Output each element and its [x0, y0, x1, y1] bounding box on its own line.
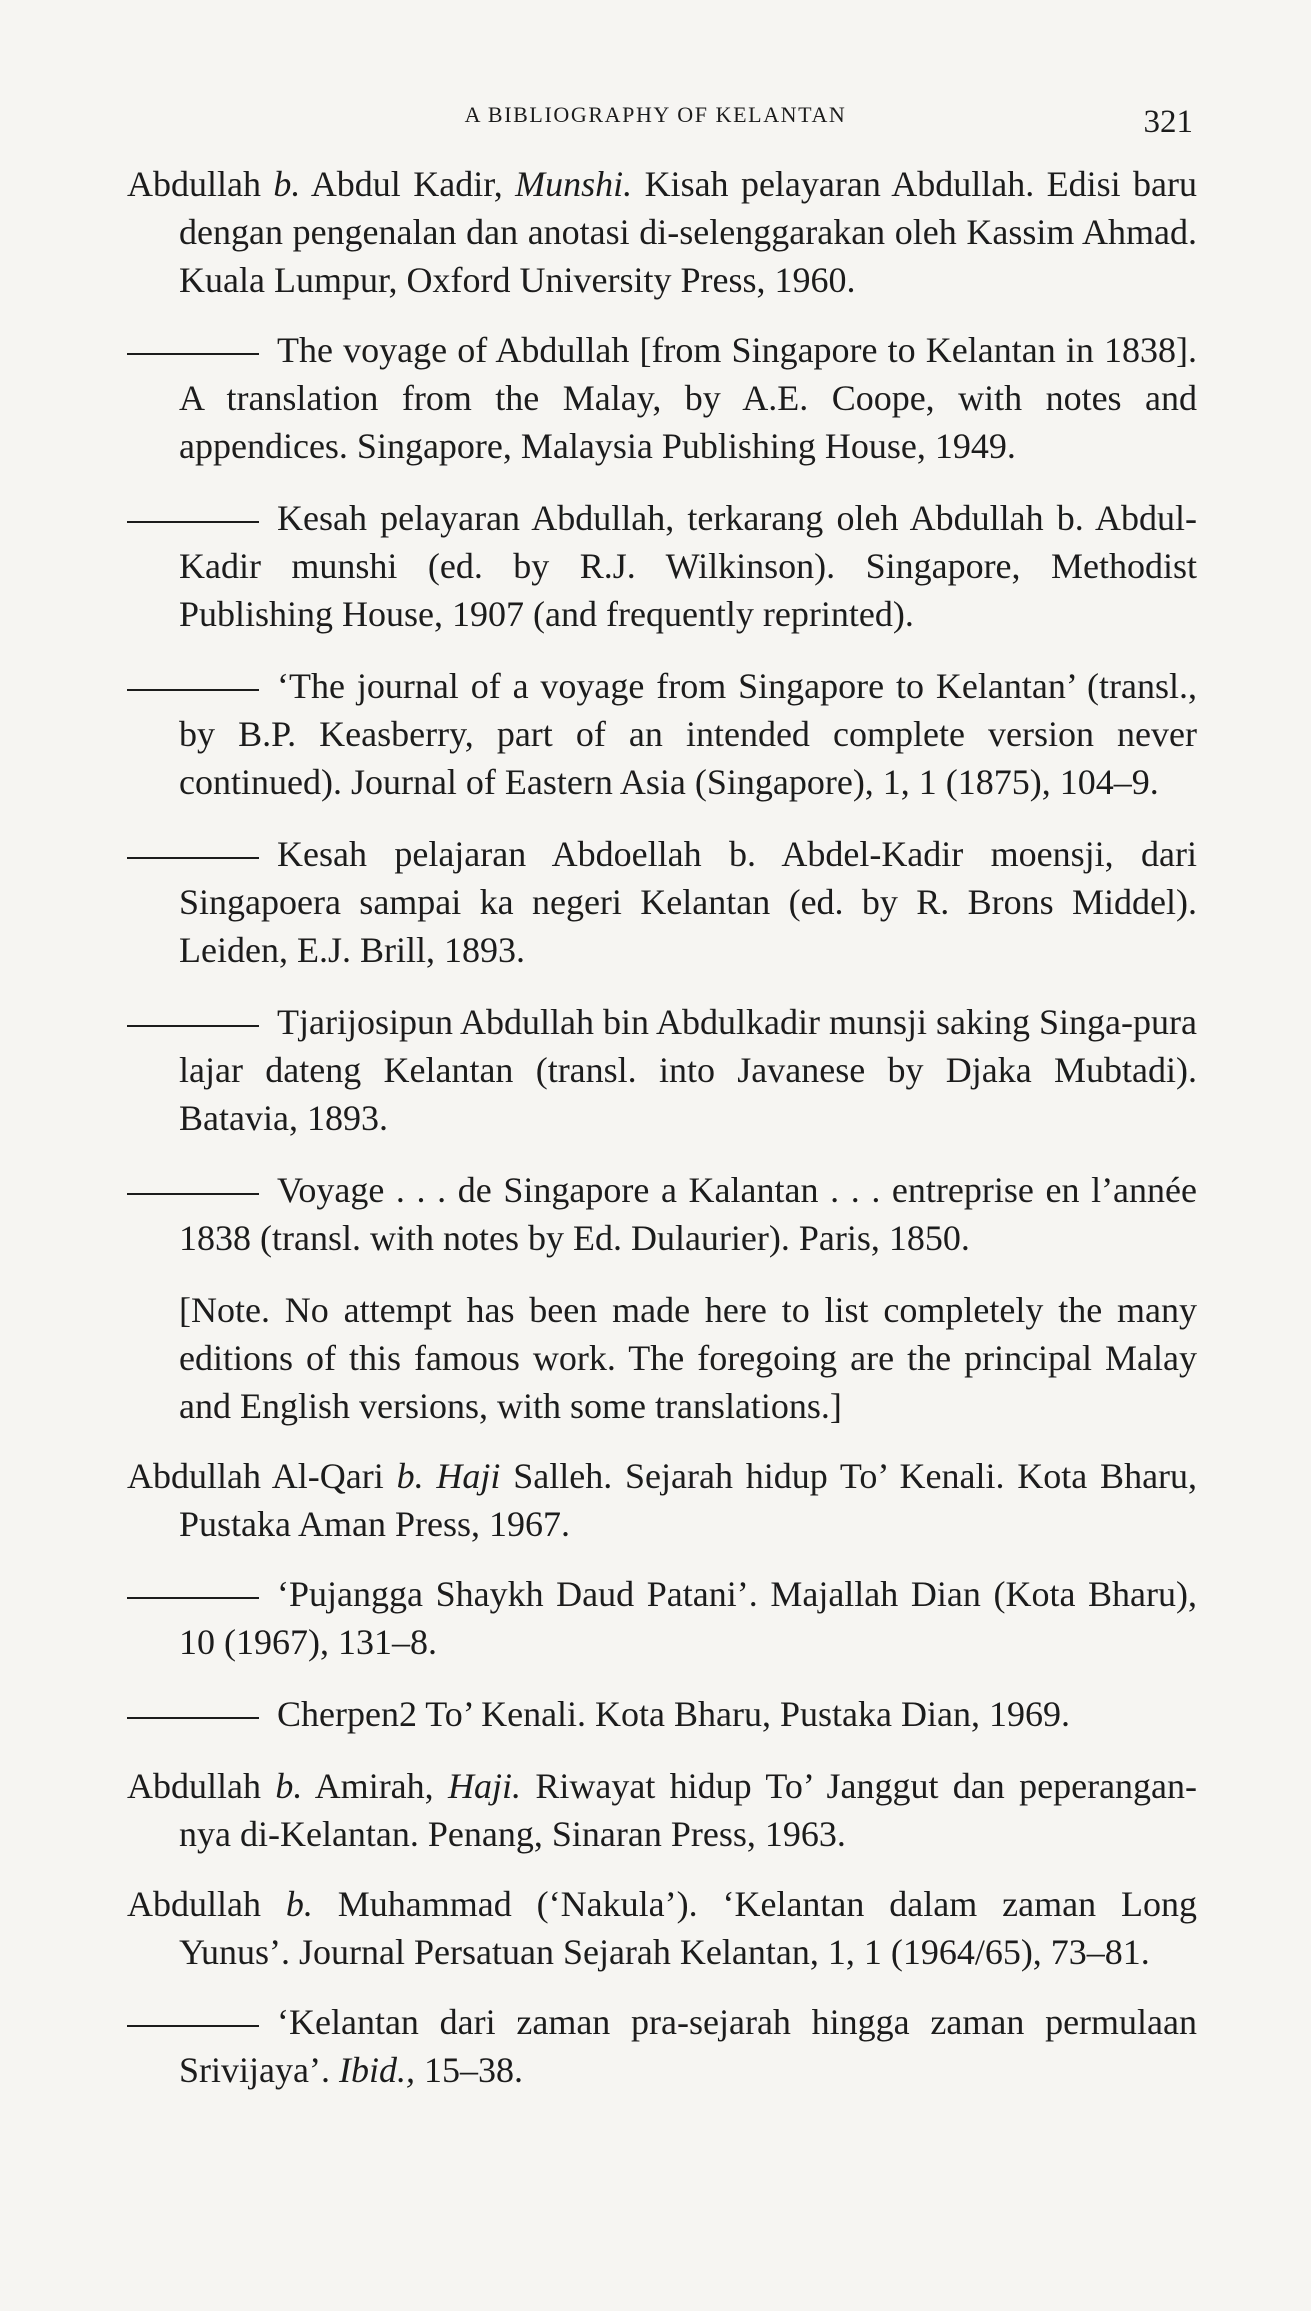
entry-author-title: Munshi. [515, 164, 633, 204]
entry-text: Cherpen2 To’ Kenali. Kota Bharu, Pustaka Dian, 1969. [277, 1694, 1070, 1734]
bibliography-entry [127, 662, 1197, 806]
entry-author: Abdullah [127, 164, 261, 204]
entry-author-rest: Abdul Kadir, [310, 164, 503, 204]
entry-text: Riwayat hidup To’ Janggut dan peperangan-nya di-Kelantan. Penang, Sinaran Press, 1963. [179, 1766, 1198, 1854]
bibliography-entry [127, 1762, 1197, 1858]
running-title: A BIBLIOGRAPHY OF KELANTAN [464, 102, 847, 127]
bibliography-list [127, 160, 1197, 2118]
entry-author-title: Haji [436, 1456, 501, 1496]
entry-author-rest: Amirah, [314, 1766, 434, 1806]
entry-author-abbr: b. [273, 164, 301, 204]
bibliography-entry [127, 1880, 1197, 1976]
bibliography-entry [127, 326, 1197, 470]
repeat-author-dash [127, 689, 259, 691]
entry-author-abbr: b. [275, 1766, 303, 1806]
repeat-author-dash [127, 521, 259, 523]
bibliography-entry [127, 160, 1197, 304]
bibliography-entry [127, 1570, 1197, 1666]
entry-text: The voyage of Abdullah [from Singapore to Kelantan in 1838]. A translation from the Malay, by A.E. Coope, with notes and appendices. Singapore, Malaysia Publishing House, 1949. [179, 330, 1197, 466]
page-header [0, 102, 1311, 142]
bibliography-entry [127, 1998, 1197, 2094]
entry-pages: 15–38. [423, 2050, 523, 2090]
bibliography-entry [127, 998, 1197, 1142]
entry-text: Kisah pelayaran Abdullah. Edisi baru dengan pengenalan dan anotasi di-selenggarakan oleh Kassim Ahmad. Kuala Lumpur, Oxford University Press, 1960. [179, 164, 1198, 300]
entry-text: Voyage . . . de Singapore a Kalantan . . . entreprise en l’année 1838 (transl. with notes by Ed. Dulaurier). Paris, 1850. [179, 1170, 1197, 1258]
entry-ibid: Ibid., [338, 2050, 415, 2090]
entry-author-rest: Salleh. [513, 1456, 613, 1496]
bibliography-entry [127, 1690, 1197, 1738]
entry-text: ‘Kelantan dalam zaman Long Yunus’. Journal Persatuan Sejarah Kelantan, 1, 1 (1964/65), 73–81. [179, 1884, 1197, 1972]
entry-text: Tjarijosipun Abdullah bin Abdulkadir munsji saking Singa-pura lajar dateng Kelantan (transl. into Javanese by Djaka Mubtadi). Batavia, 1893. [179, 1002, 1197, 1138]
bibliography-entry [127, 830, 1197, 974]
note-text: [Note. No attempt has been made here to list completely the many editions of this famous work. The foregoing are the principal Malay and English versions, with some translations.] [179, 1290, 1197, 1426]
repeat-author-dash [127, 1025, 259, 1027]
entry-text: ‘Pujangga Shaykh Daud Patani’. Majallah Dian (Kota Bharu), 10 (1967), 131–8. [179, 1574, 1197, 1662]
entry-author-abbr: b. [396, 1456, 424, 1496]
entry-author-abbr: b. [285, 1884, 313, 1924]
entry-author: Abdullah [127, 1884, 261, 1924]
entry-author-rest: Muhammad (‘Nakula’). [337, 1884, 698, 1924]
entry-text: Kesah pelayaran Abdullah, terkarang oleh Abdullah b. Abdul-Kadir munshi (ed. by R.J. Wilkinson). Singapore, Methodist Publishing House, 1907 (and frequently reprinted). [179, 498, 1197, 634]
repeat-author-dash [127, 1597, 259, 1599]
bibliography-entry [127, 1166, 1197, 1262]
repeat-author-dash [127, 857, 259, 859]
entry-text: Kesah pelajaran Abdoellah b. Abdel-Kadir moensji, dari Singapoera sampai ka negeri Kelantan (ed. by R. Brons Middel). Leiden, E.J. Brill, 1893. [179, 834, 1197, 970]
repeat-author-dash [127, 353, 259, 355]
entry-author: Abdullah [127, 1766, 261, 1806]
bibliography-entry [127, 1452, 1197, 1548]
entry-author: Abdullah Al-Qari [127, 1456, 384, 1496]
page-number: 321 [1143, 104, 1193, 140]
editorial-note [127, 1286, 1197, 1430]
entry-text: ‘Kelantan dari zaman pra-sejarah hingga zaman permulaan Srivijaya’. [179, 2002, 1197, 2090]
entry-author-title: Haji. [448, 1766, 522, 1806]
entry-text: Sejarah hidup To’ Kenali. Kota Bharu, Pustaka Aman Press, 1967. [179, 1456, 1198, 1544]
repeat-author-dash [127, 2025, 259, 2027]
entry-text: ‘The journal of a voyage from Singapore to Kelantan’ (transl., by B.P. Keasberry, part of an intended complete version never continued). Journal of Eastern Asia (Singapore), 1, 1 (1875), 104–9. [179, 666, 1197, 802]
repeat-author-dash [127, 1193, 259, 1195]
bibliography-entry [127, 494, 1197, 638]
repeat-author-dash [127, 1717, 259, 1719]
